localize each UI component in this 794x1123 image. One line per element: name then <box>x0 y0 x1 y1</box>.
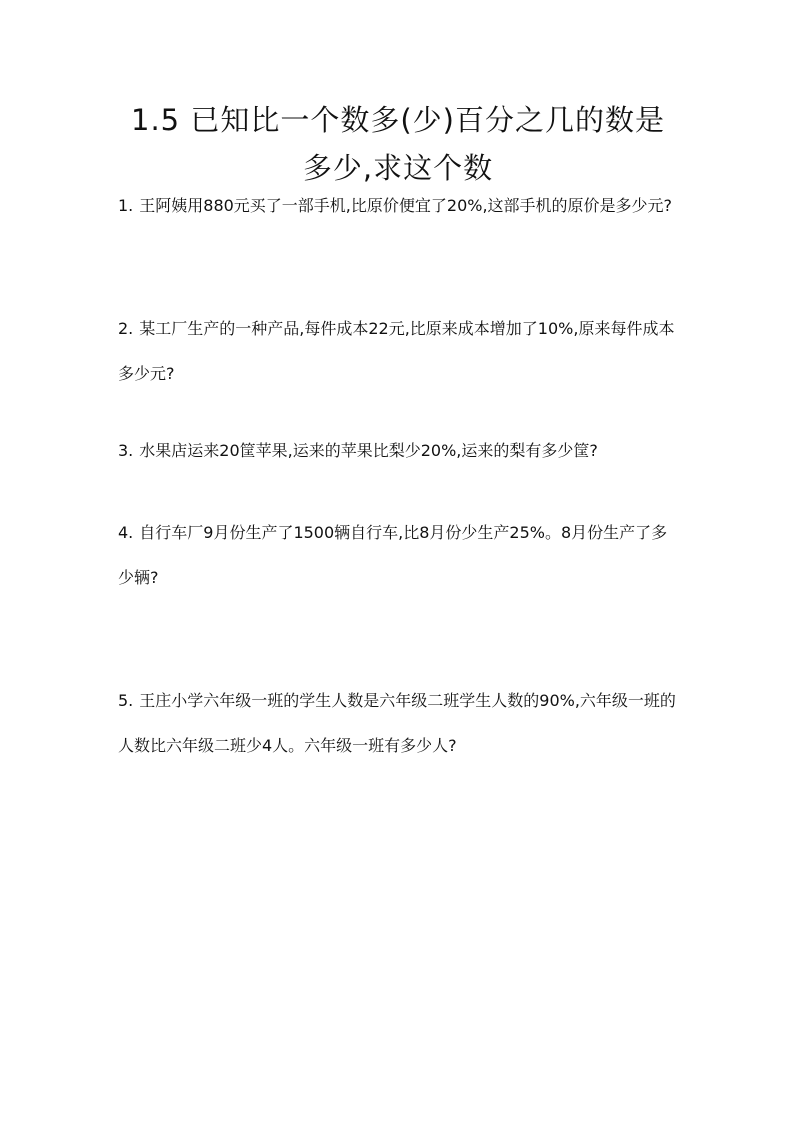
problem-text: 王庄小学六年级一班的学生人数是六年级二班学生人数的90%,六年级一班的人数比六年级二班少4人。六年级一班有多少人? <box>118 691 676 755</box>
problem-text: 水果店运来20筐苹果,运来的苹果比梨少20%,运来的梨有多少筐? <box>139 441 598 460</box>
problem-text: 王阿姨用880元买了一部手机,比原价便宜了20%,这部手机的原价是多少元? <box>139 196 673 215</box>
problem-5 <box>118 678 680 768</box>
problem-number: 5. <box>118 691 134 710</box>
problem-2 <box>118 306 680 396</box>
problem-4 <box>118 510 680 600</box>
problem-number: 1. <box>118 196 134 215</box>
problem-number: 2. <box>118 319 134 338</box>
problem-3 <box>118 428 680 473</box>
problem-1 <box>118 183 680 228</box>
problem-number: 3. <box>118 441 134 460</box>
problem-text: 自行车厂9月份生产了1500辆自行车,比8月份少生产25%。8月份生产了多少辆? <box>118 523 668 587</box>
problem-text: 某工厂生产的一种产品,每件成本22元,比原来成本增加了10%,原来每件成本多少元? <box>118 319 675 383</box>
problem-number: 4. <box>118 523 134 542</box>
page-title: 1.5 已知比一个数多(少)百分之几的数是多少,求这个数 <box>131 103 665 185</box>
